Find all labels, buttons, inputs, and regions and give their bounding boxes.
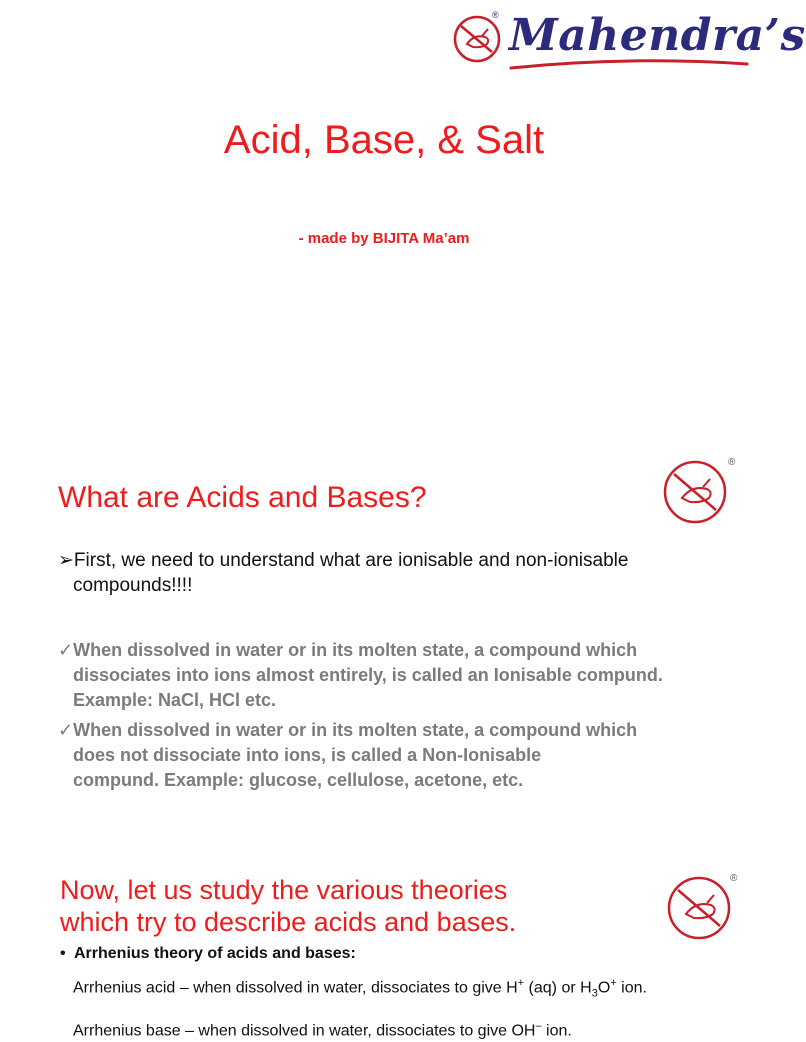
checkmark-icon: ✓: [58, 720, 74, 740]
arrhenius-base-definition: [60, 1015, 750, 1042]
section-title: [60, 874, 620, 938]
definition-text: ion.: [616, 979, 647, 997]
definition-text: Arrhenius acid – when dissolved in water, dissociates to give H: [73, 979, 518, 997]
definition-line: Example: NaCl, HCl etc.: [73, 690, 277, 710]
lead-paragraph: [58, 548, 718, 598]
acids-bases-slide: [0, 440, 768, 840]
section-title: What are Acids and Bases?: [58, 481, 427, 514]
arrhenius-acid-definition: [60, 972, 750, 1005]
svg-text:®: ®: [728, 457, 736, 468]
definition-text: (aq) or H: [524, 979, 592, 997]
subscript: 3: [591, 987, 598, 1000]
svg-text:®: ®: [730, 873, 738, 884]
definition-text: ion.: [541, 1021, 572, 1039]
superscript: +: [610, 977, 617, 989]
arrow-bullet-icon: ➢: [58, 550, 74, 571]
brand-swoosh: [509, 50, 749, 74]
title-line: Now, let us study the various theories: [60, 875, 508, 905]
definition-line: compund. Example: glucose, cellulose, acetone, etc.: [73, 770, 524, 790]
title-slide: [0, 0, 806, 430]
brand-wordmark: Mahendra’s: [509, 10, 806, 61]
registered-mark: ®: [492, 10, 499, 20]
bullet-icon: •: [60, 945, 66, 962]
theory-list: [60, 942, 750, 1042]
definition-line: does not dissociate into ions, is called a Non-Ionisable: [73, 745, 542, 765]
non-ionisable-definition: [58, 718, 728, 793]
definition-line: When dissolved in water or in its molten state, a compound which: [73, 720, 638, 740]
pen-in-circle-icon: [666, 870, 740, 940]
list-item: [60, 942, 750, 966]
superscript: –: [535, 1019, 542, 1032]
lead-line: First, we need to understand what are ionisable and non-ionisable: [73, 550, 629, 571]
checkmark-icon: ✓: [58, 640, 74, 660]
pen-in-circle-icon: [662, 454, 736, 524]
definition-text: Arrhenius base – when dissolved in water, dissociates to give OH: [73, 1021, 536, 1039]
definition-line: When dissolved in water or in its molten state, a compound which: [73, 640, 638, 660]
ionisable-definition: [58, 638, 728, 713]
theory-heading: Arrhenius theory of acids and bases:: [74, 945, 356, 962]
definition-line: dissociates into ions almost entirely, is called an Ionisable compund.: [73, 665, 663, 685]
title-line: which try to describe acids and bases.: [60, 907, 517, 937]
author-byline: - made by BIJITA Ma’am: [298, 230, 470, 247]
page-title: Acid, Base, & Salt: [223, 118, 545, 162]
brand-logo: [452, 8, 806, 74]
lead-line: compounds!!!!: [73, 575, 193, 596]
theories-slide: [0, 850, 768, 1039]
definition-text: O: [597, 979, 611, 997]
superscript: +: [517, 977, 525, 989]
